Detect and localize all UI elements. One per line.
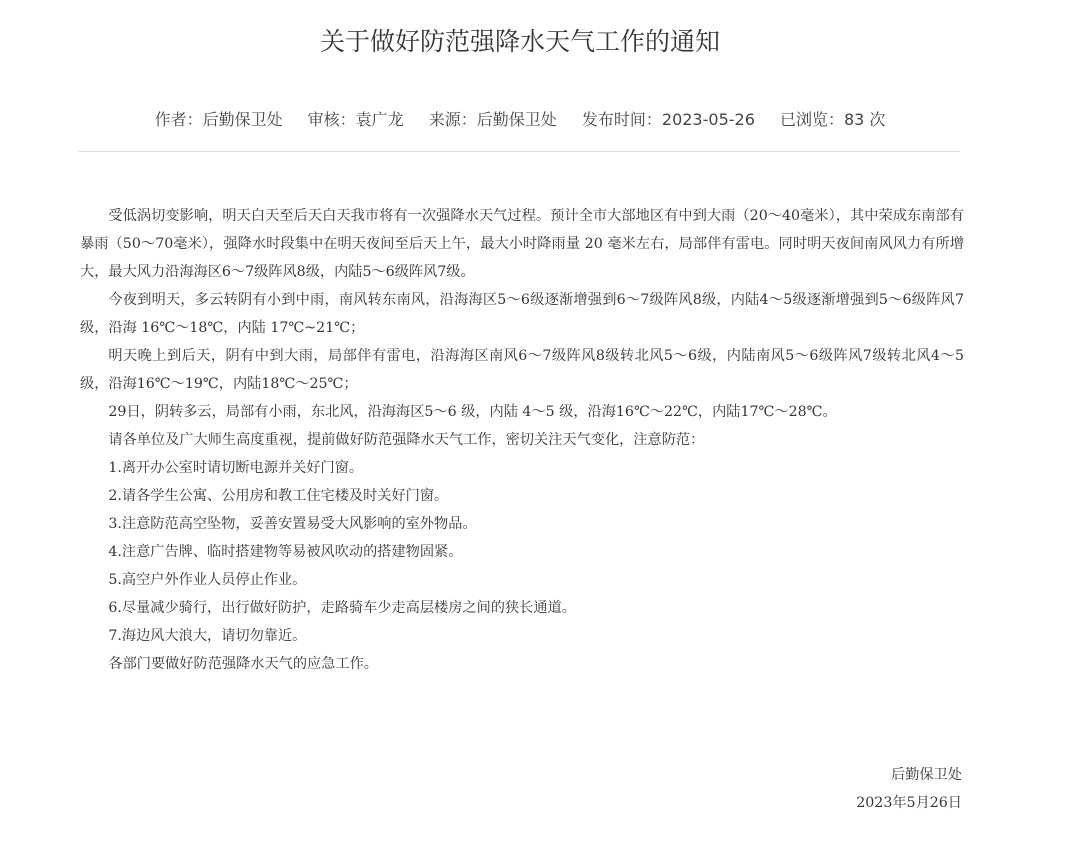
signature-date: 2023年5月26日	[856, 795, 962, 811]
paragraph-forecast-29th: 29日，阴转多云，局部有小雨，东北风，沿海海区5～6 级，内陆 4～5 级，沿海16℃～22℃，内陆17℃～28℃。	[108, 404, 837, 420]
list-item: 1.离开办公室时请切断电源并关好门窗。	[108, 460, 364, 476]
header-divider	[78, 151, 960, 152]
meta-reviewer: 审核：袁广龙	[307, 110, 404, 129]
paragraph-closing: 各部门要做好防范强降水天气的应急工作。	[108, 656, 378, 672]
meta-source: 来源：后勤保卫处	[428, 110, 557, 129]
meta-publish-time: 发布时间：2023-05-26	[581, 110, 755, 129]
list-item: 3.注意防范高空坠物，妥善安置易受大风影响的室外物品。	[108, 516, 477, 532]
list-item: 6.尽量减少骑行，出行做好防护，走路骑车少走高层楼房之间的狭长通道。	[108, 600, 576, 616]
article-body	[80, 202, 964, 678]
list-item: 4.注意广告牌、临时搭建物等易被风吹动的搭建物固紧。	[108, 544, 463, 560]
list-item: 7.海边风大浪大，请切勿靠近。	[108, 628, 307, 644]
signature-org: 后勤保卫处	[891, 767, 962, 783]
meta-view-count: 已浏览：83 次	[779, 110, 886, 129]
list-item: 5.高空户外作业人员停止作业。	[108, 572, 307, 588]
paragraph-request: 请各单位及广大师生高度重视，提前做好防范强降水天气工作，密切关注天气变化，注意防范：	[108, 432, 705, 448]
meta-author: 作者：后勤保卫处	[154, 110, 283, 129]
article-title: 关于做好防范强降水天气工作的通知	[319, 27, 720, 56]
paragraph-intro: 受低涡切变影响，明天白天至后天白天我市将有一次强降水天气过程。预计全市大部地区有中到大雨（20～40毫米），其中荣成东南部有暴雨（50～70毫米），强降水时段集中在明天夜间至后天上午，最大小时降雨量 20 毫米左右，局部伴有雷电。同时明天夜间南风风力有所增大，最大风力沿海海区6～7级阵风8级，内陆5～6级阵风7级。	[80, 208, 964, 280]
list-item: 2.请各学生公寓、公用房和教工住宅楼及时关好门窗。	[108, 488, 449, 504]
paragraph-forecast-tomorrow: 明天晚上到后天，阴有中到大雨，局部伴有雷电，沿海海区南风6～7级阵风8级转北风5～6级，内陆南风5～6级阵风7级转北风4～5级，沿海16℃～19℃，内陆18℃～25℃；	[80, 348, 964, 392]
paragraph-forecast-tonight: 今夜到明天，多云转阴有小到中雨，南风转东南风，沿海海区5～6级逐渐增强到6～7级阵风8级，内陆4～5级逐渐增强到5～6级阵风7级，沿海 16℃～18℃，内陆 17℃~21℃；	[80, 292, 964, 336]
article-meta	[0, 106, 1040, 134]
